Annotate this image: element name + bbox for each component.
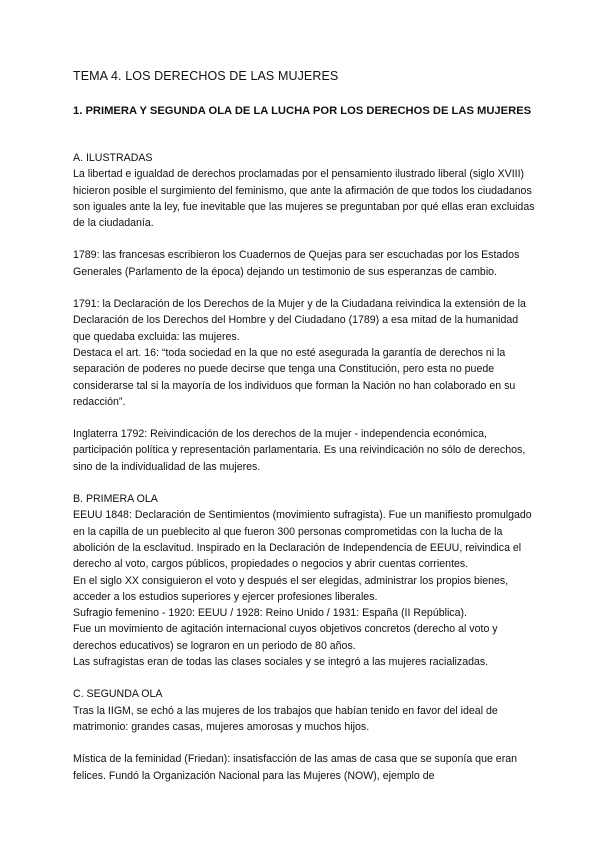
paragraph: EEUU 1848: Declaración de Sentimientos (movimiento sufragista). Fue un manifiesto promulgado en la capilla de un pueblecito al que fueron 300 personas comprometidas con la lucha de la abolición de la esclavitud. Inspirado en la Declaración de Independencia de EEUU, reivindica el derecho al voto, cargos públicos, propiedades o negocios y abrir cuentas corrientes. xyxy=(73,509,532,571)
paragraph: En el siglo XX consiguieron el voto y después el ser elegidas, administrar los propios bienes, acceder a los estudios superiores y ejercer profesiones liberales. xyxy=(73,574,509,603)
spacer xyxy=(73,280,535,296)
spacer xyxy=(73,670,535,686)
paragraph: Fue un movimiento de agitación internacional cuyos objetivos concretos (derecho al voto y derechos educativos) se lograron en un periodo de 80 años. xyxy=(73,623,498,652)
spacer xyxy=(73,735,535,751)
paragraph: 1791: la Declaración de los Derechos de la Mujer y de la Ciudadana reivindica la extensión de la Declaración de los Derechos del Hombre y del Ciudadano (1789) a esa mitad de la humanidad que quedaba excluida: las mujeres. xyxy=(73,298,526,343)
section-title: 1. PRIMERA Y SEGUNDA OLA DE LA LUCHA POR LOS DERECHOS DE LAS MUJERES xyxy=(73,105,532,117)
spacer xyxy=(73,231,535,247)
subheading-ilustradas: A. ILUSTRADAS xyxy=(73,152,153,164)
paragraph: Destaca el art. 16: “toda sociedad en la que no esté asegurada la garantía de derechos ni la separación de poderes no puede decirse que tenga una Constitución, pero esta no puede considerarse tal si la mayoría de los individuos que forman la Nación no han colaborado en su redacción”. xyxy=(73,346,516,408)
paragraph: Las sufragistas eran de todas las clases sociales y se integró a las mujeres racializadas. xyxy=(73,656,489,669)
paragraph: Sufragio femenino - 1920: EEUU / 1928: Reino Unido / 1931: España (II República). xyxy=(73,607,467,620)
spacer xyxy=(73,410,535,426)
paragraph: 1789: las francesas escribieron los Cuadernos de Quejas para ser escuchadas por los Estados Generales (Parlamento de la época) dejando un testimonio de sus esperanzas de cambio. xyxy=(73,249,520,278)
paragraph: La libertad e igualdad de derechos proclamadas por el pensamiento ilustrado liberal (siglo XVIII) hicieron posible el surgimiento del feminismo, que ante la afirmación de que todos los ciudadanos son iguales ante la ley, fue inevitable que las mujeres se preguntaban por qué ellas eran excluidas de la ciudadanía. xyxy=(73,168,535,230)
subheading-segunda-ola: C. SEGUNDA OLA xyxy=(73,688,163,701)
document-title: TEMA 4. LOS DERECHOS DE LAS MUJERES xyxy=(73,69,339,83)
spacer xyxy=(73,475,535,491)
subheading-primera-ola: B. PRIMERA OLA xyxy=(73,493,158,506)
paragraph: Inglaterra 1792: Reivindicación de los derechos de la mujer - independencia económica, participación política y representación parlamentaria. Es una reivindicación no sólo de derechos, sino de la individualidad de las mujeres. xyxy=(73,428,526,473)
paragraph: Mística de la feminidad (Friedan): insatisfacción de las amas de casa que se suponía que eran felices. Fundó la Organización Nacional para las Mujeres (NOW), ejemplo de xyxy=(73,753,518,782)
document-body xyxy=(73,150,535,784)
paragraph: Tras la IIGM, se echó a las mujeres de los trabajos que habían tenido en favor del ideal de matrimonio: grandes casas, mujeres amorosas y muchos hijos. xyxy=(73,704,498,733)
